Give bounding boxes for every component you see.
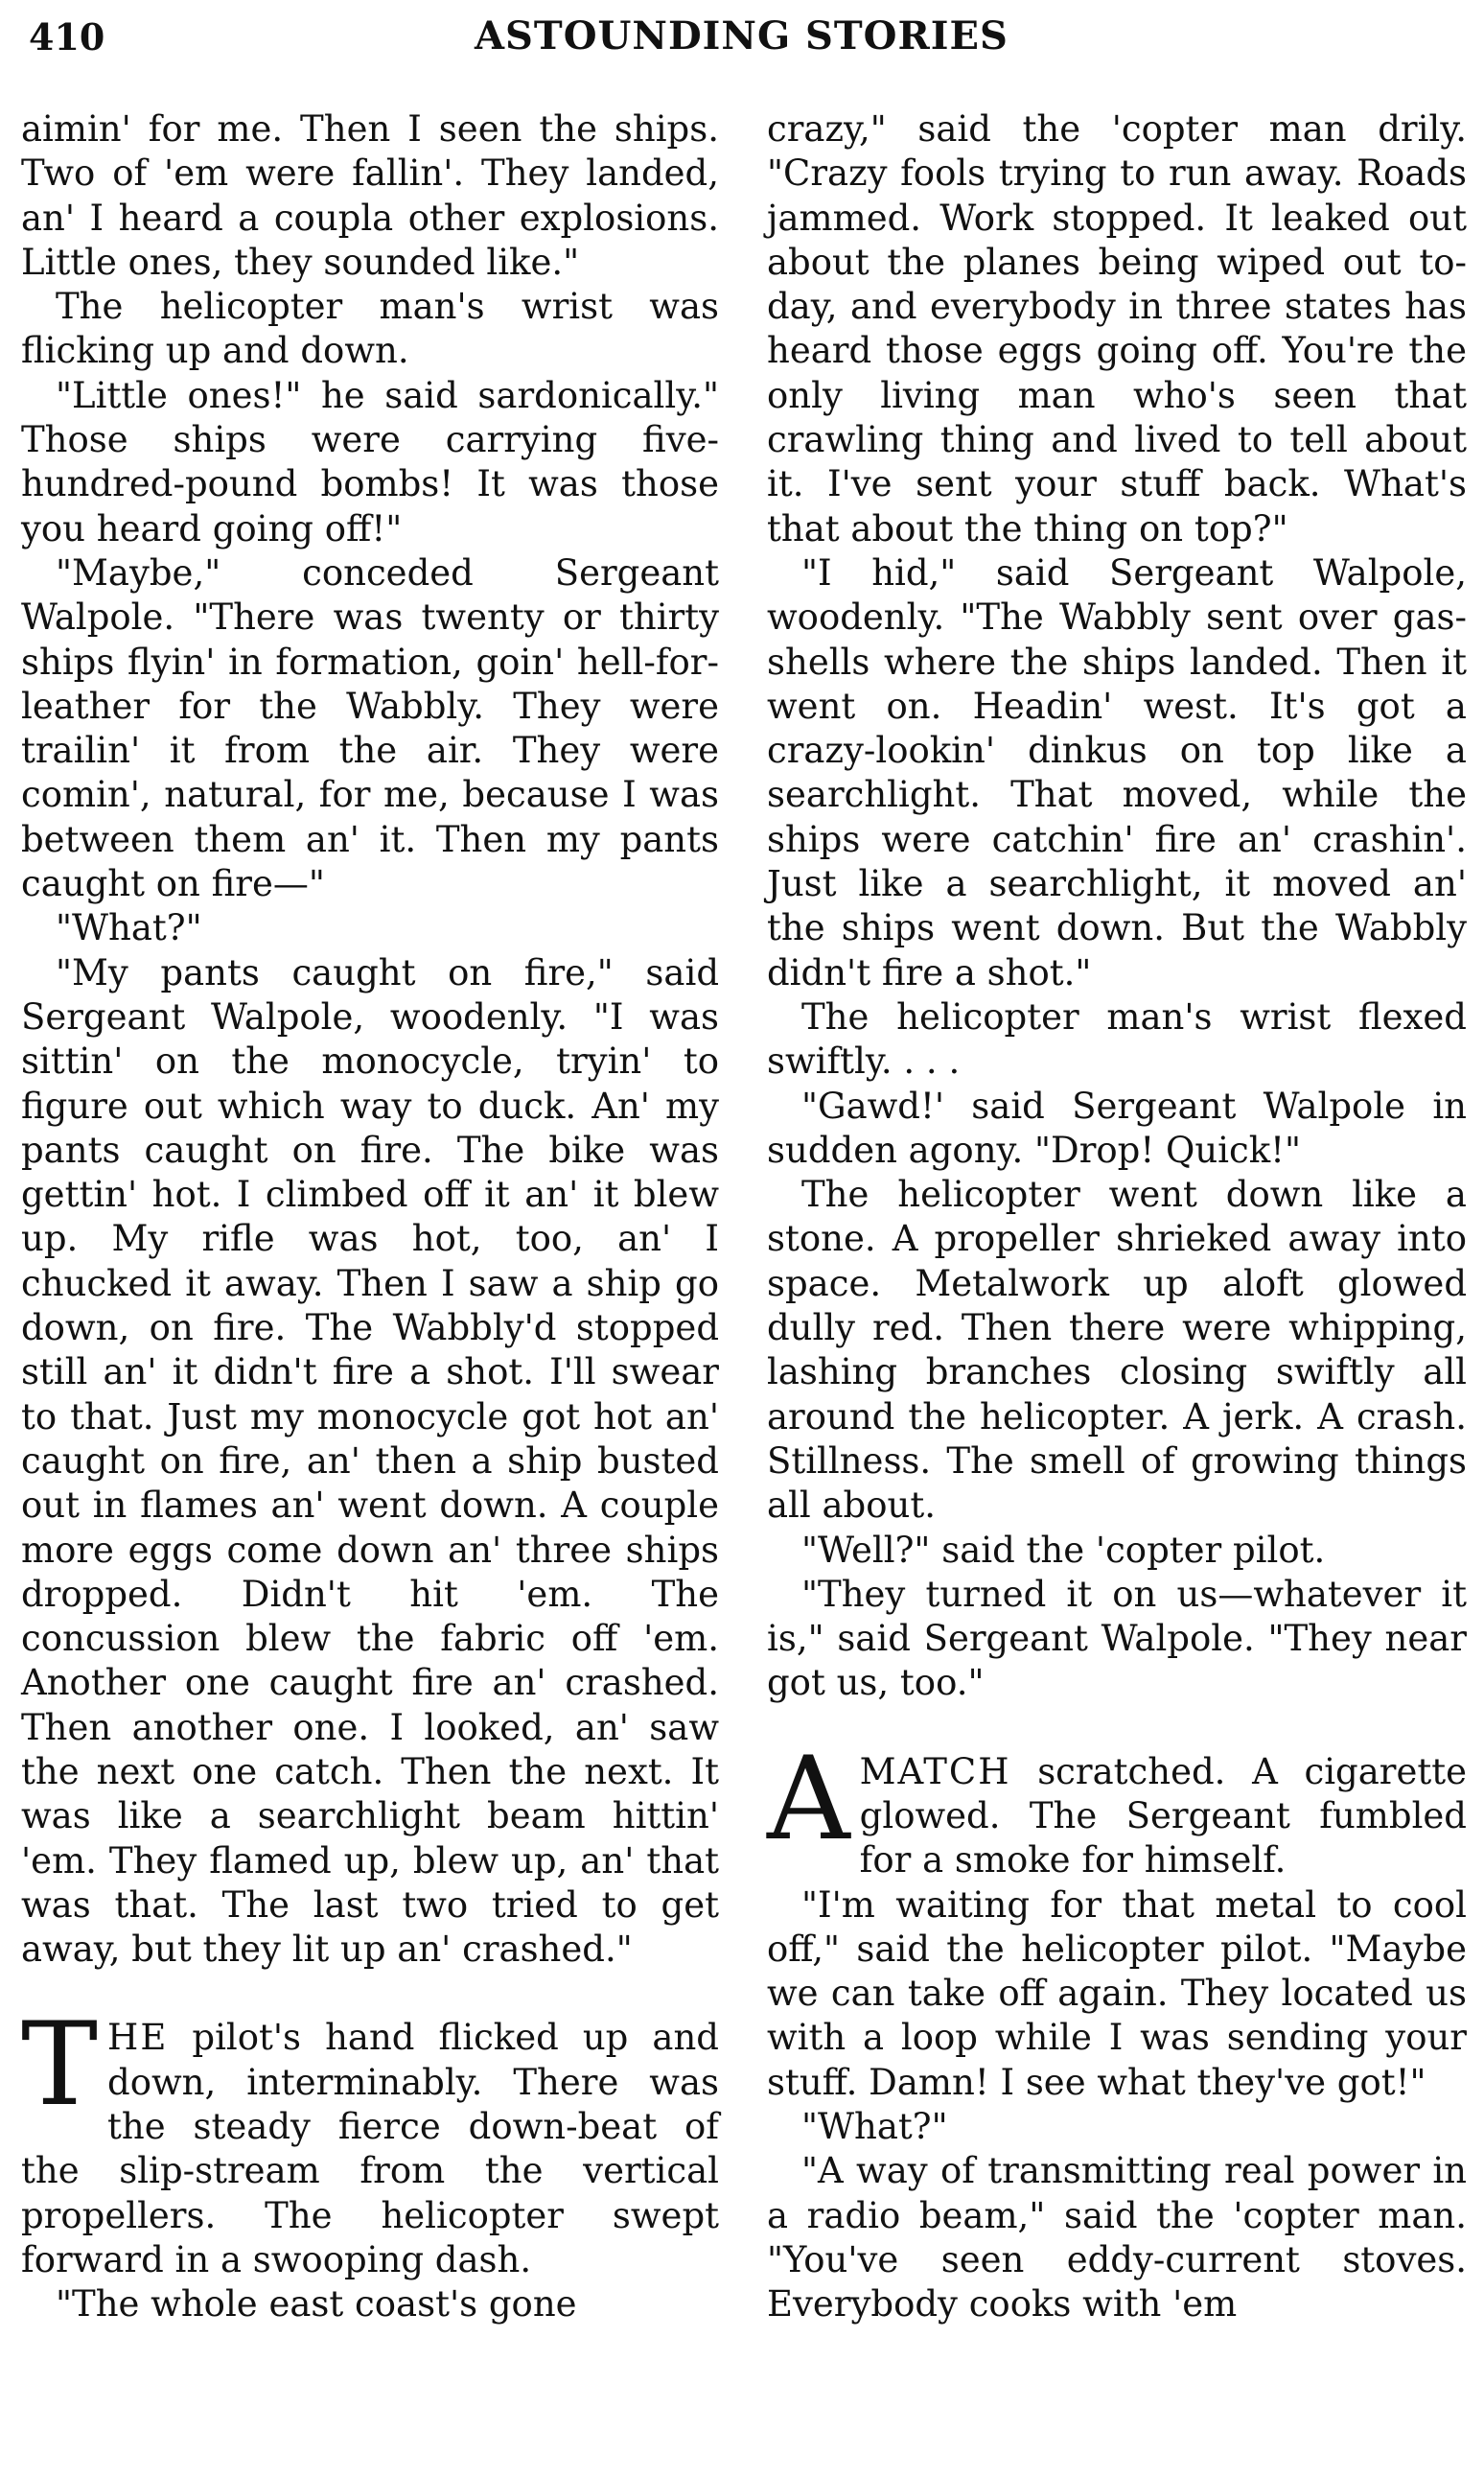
paragraph: "I'm waiting for that metal to cool off," said the helicopter pilot. "Maybe we can take off again. They located us with a loop while I was sending your stuff. Damn! I see what they've got!" bbox=[767, 1883, 1467, 2103]
section-caps: HE bbox=[107, 2017, 169, 2059]
drop-cap: A bbox=[767, 1732, 850, 1866]
section-paragraph bbox=[767, 1732, 1467, 1883]
right-column bbox=[767, 107, 1467, 2327]
section-paragraph bbox=[21, 1999, 719, 2282]
paragraph: "Little ones!" he said sardonically." Those ships were carrying five-hundred-pound bombs! It was those you heard going off!" bbox=[21, 374, 719, 549]
paragraph: "A way of transmitting real power in a radio beam," said the 'copter man. "You've seen eddy-current stoves. Everybody cooks with 'em bbox=[767, 2150, 1467, 2326]
paragraph: The helicopter went down like a stone. A propeller shrieked away into space. Metalwork up aloft glowed dully red. Then there were whipping, lashing branches closing swiftly all around the helicopter. A jerk. A crash. Stillness. The smell of growing things all about. bbox=[767, 1174, 1467, 1527]
page-number: 410 bbox=[29, 15, 105, 58]
section-text: pilot's hand flicked up and down, interminably. There was the steady fierce down-beat of the slip-stream from the vertical propellers. The helicopter swept forward in a swooping dash. bbox=[21, 2017, 719, 2280]
paragraph: "They turned it on us—whatever it is," said Sergeant Walpole. "They near got us, too." bbox=[767, 1573, 1467, 1704]
section-caps: MATCH bbox=[859, 1750, 1011, 1792]
paragraph: "I hid," said Sergeant Walpole, woodenly. "The Wabbly sent over gas-shells where the ships landed. Then it went on. Headin' west. It's got a crazy-lookin' dinkus on top like a searchlight. That moved, while the ships were catchin' fire an' crashin'. Just like a searchlight, it moved an' the ships went down. But the Wabbly didn't fire a shot." bbox=[767, 551, 1467, 994]
paragraph: "Well?" said the 'copter pilot. bbox=[801, 1529, 1326, 1571]
paragraph: "What?" bbox=[56, 907, 202, 949]
paragraph: The helicopter man's wrist was flicking up and down. bbox=[21, 286, 719, 372]
left-column bbox=[21, 107, 719, 2327]
paragraph: "Maybe," conceded Sergeant Walpole. "There was twenty or thirty ships flyin' in formation, goin' hell-for-leather for the Wabbly. They were trailin' it from the air. They were comin', natural, for me, because I was between them an' it. Then my pants caught on fire—" bbox=[21, 551, 719, 905]
paragraph: "My pants caught on fire," said Sergeant Walpole, woodenly. "I was sittin' on the monocycle, tryin' to figure out which way to duck. An' my pants caught on fire. The bike was gettin' hot. I climbed off it an' it blew up. My rifle was hot, too, an' I chucked it away. Then I saw a ship go down, on fire. The Wabbly'd stopped still an' it didn't fire a shot. I'll swear to that. Just my monocycle got hot an' caught on fire, an' then a ship busted out in flames an' went down. A couple more eggs come down an' three ships dropped. Didn't hit 'em. The concussion blew the fabric off 'em. Another one caught fire an' crashed. Then another one. I looked, an' saw the next one catch. Then the next. It was like a searchlight beam hittin' 'em. They flamed up, blew up, an' that was that. The last two tried to get away, but they lit up an' crashed." bbox=[21, 951, 719, 1971]
paragraph: The helicopter man's wrist flexed swiftly. . . . bbox=[767, 995, 1467, 1083]
paragraph: "The whole east coast's gone bbox=[56, 2283, 577, 2326]
paragraph: crazy," said the 'copter man drily. "Crazy fools trying to run away. Roads jammed. Work stopped. It leaked out about the planes being wiped out to-day, and everybody in three states has heard those eggs going off. You're the only living man who's seen that crawling thing and lived to tell about it. I've sent your stuff back. What's that about the thing on top?" bbox=[767, 108, 1467, 549]
paragraph: "What?" bbox=[801, 2106, 948, 2148]
drop-cap: T bbox=[21, 1999, 99, 2133]
paragraph: "Gawd!' said Sergeant Walpole in sudden agony. "Drop! Quick!" bbox=[767, 1085, 1467, 1171]
page-header bbox=[29, 10, 1457, 63]
section-text: scratched. A cigarette glowed. The Sergeant fumbled for a smoke for himself. bbox=[859, 1750, 1467, 1882]
paragraph: aimin' for me. Then I seen the ships. Two of 'em were fallin'. They landed, an' I heard a coupla other explosions. Little ones, they sounded like." bbox=[21, 108, 719, 283]
running-title: ASTOUNDING STORIES bbox=[475, 13, 1009, 58]
